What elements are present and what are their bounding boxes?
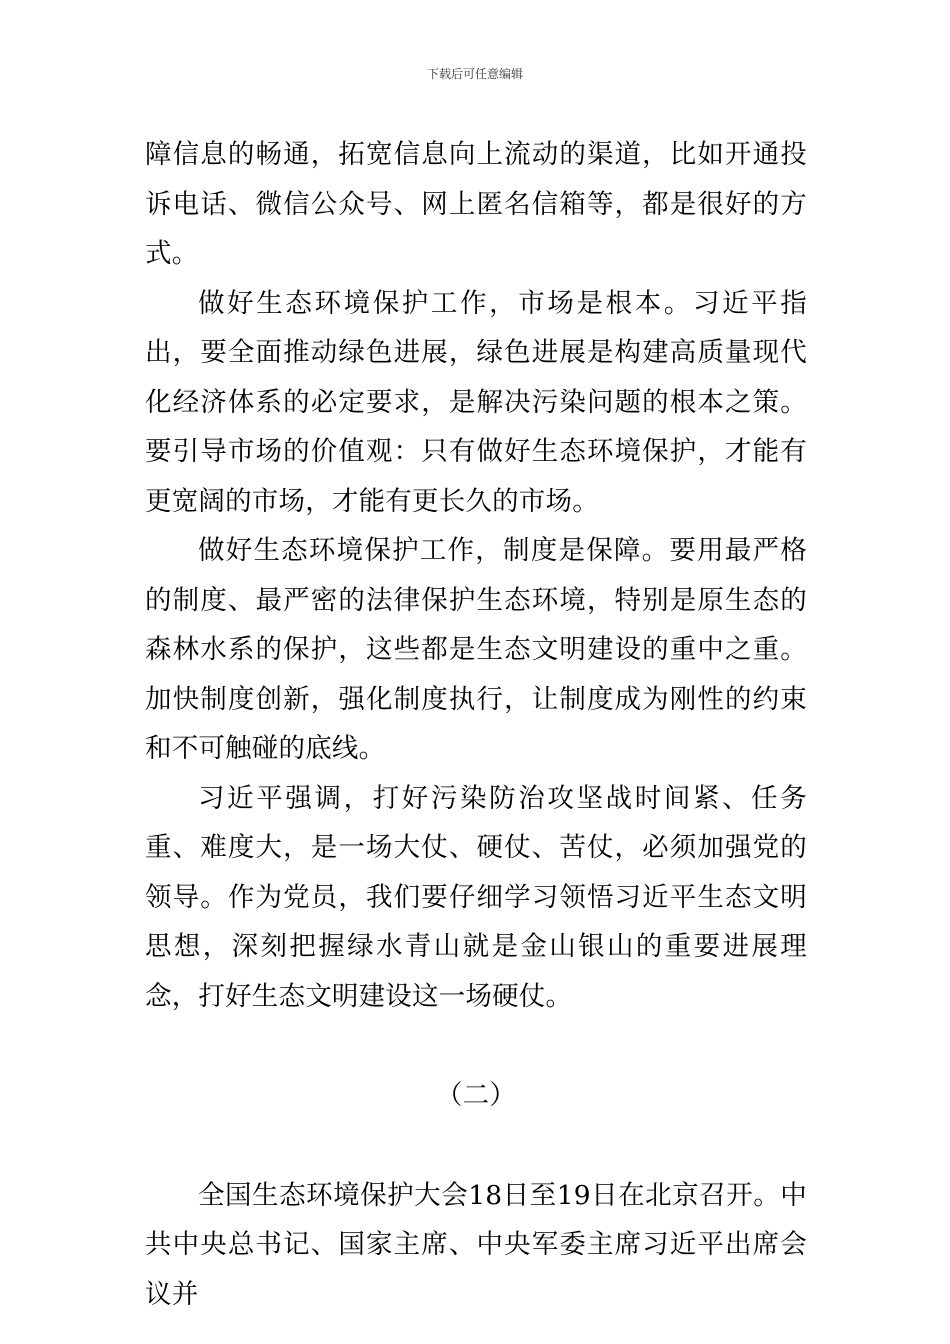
paragraph-conference: 全国生态环境保护大会18日至19日在北京召开。中共中央总书记、国家主席、中央军委主席习近平出席会议并 xyxy=(145,1179,807,1310)
paragraph-leadership: 习近平强调，打好污染防治攻坚战时间紧、任务重、难度大，是一场大仗、硬仗、苦仗，必须加强党的领导。作为党员，我们要仔细学习领悟习近平生态文明思想，深刻把握绿水青山就是金山银山的重要进展理念，打好生态文明建设这一场硬仗。 xyxy=(145,782,807,1012)
paragraph-system: 做好生态环境保护工作，制度是保障。要用最严格的制度、最严密的法律保护生态环境，特别是原生态的森林水系的保护，这些都是生态文明建设的重中之重。加快制度创新，强化制度执行，让制度成为刚性的约束和不可触碰的底线。 xyxy=(145,535,807,764)
paragraph-continuation: 障信息的畅通，拓宽信息向上流动的渠道，比如开通投诉电话、微信公众号、网上匿名信箱等，都是很好的方式。 xyxy=(145,139,807,269)
page-header: 下载后可任意编辑 xyxy=(426,67,523,81)
section-heading: （二） xyxy=(435,1080,517,1111)
document-body xyxy=(145,130,807,1319)
paragraph-market: 做好生态环境保护工作，市场是根本。习近平指出，要全面推动绿色进展，绿色进展是构建高质量现代化经济体系的必定要求，是解决污染问题的根本之策。要引导市场的价值观：只有做好生态环境保护，才能有更宽阔的市场，才能有更长久的市场。 xyxy=(145,287,807,517)
